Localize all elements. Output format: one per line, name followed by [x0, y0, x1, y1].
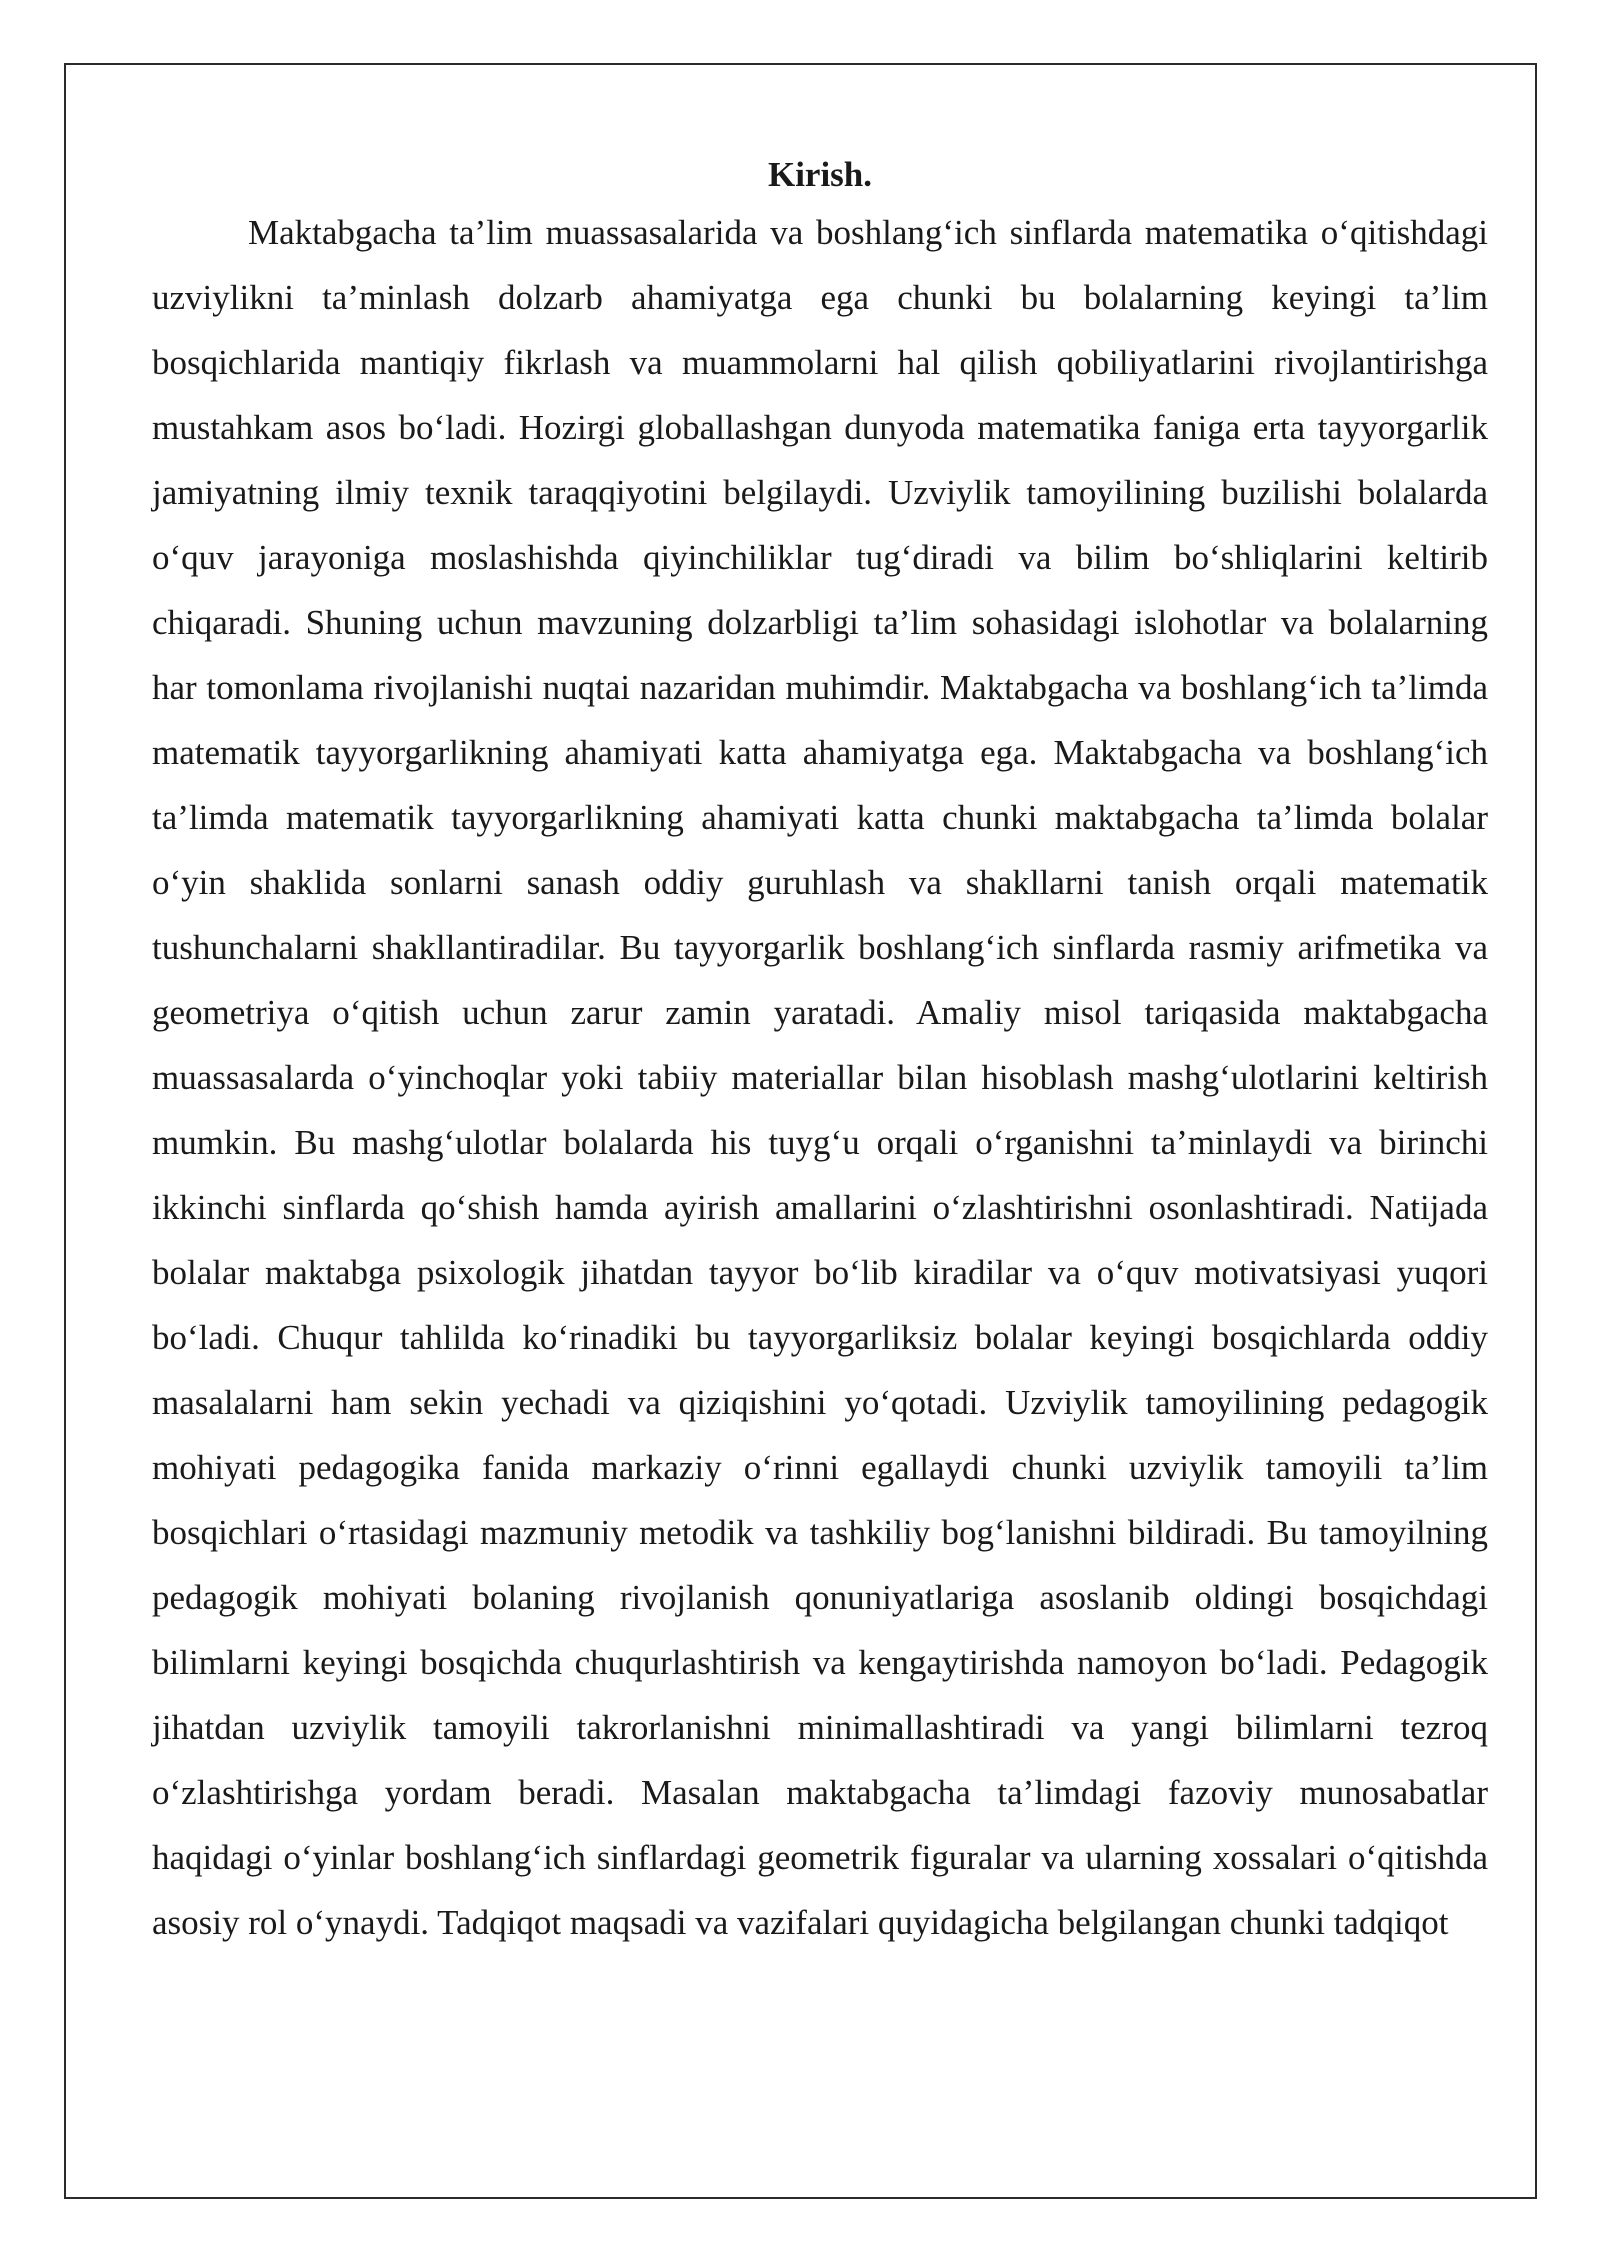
- document-body: [152, 150, 1488, 1955]
- body-paragraph: Maktabgacha ta’lim muassasalarida va boshlang‘ich sinflarda matematika o‘qitishdagi uzviylikni ta’minlash dolzarb ahamiyatga ega chunki bu bolalarning keyingi ta’lim bosqichlarida mantiqiy fikrlash va muammolarni hal qilish qobiliyatlarini rivojlantirishga mustahkam asos bo‘ladi. Hozirgi globallashgan dunyoda matematika faniga erta tayyorgarlik jamiyatning ilmiy texnik taraqqiyotini belgilaydi. Uzviylik tamoyilining buzilishi bolalarda o‘quv jarayoniga moslashishda qiyinchiliklar tug‘diradi va bilim bo‘shliqlarini keltirib chiqaradi. Shuning uchun mavzuning dolzarbligi ta’lim sohasidagi islohotlar va bolalarning har tomonlama rivojlanishi nuqtai nazaridan muhimdir. Maktabgacha va boshlang‘ich ta’limda matematik tayyorgarlikning ahamiyati katta ahamiyatga ega. Maktabgacha va boshlang‘ich ta’limda matematik tayyorgarlikning ahamiyati katta chunki maktabgacha ta’limda bolalar o‘yin shaklida sonlarni sanash oddiy guruhlash va shakllarni tanish orqali matematik tushunchalarni shakllantiradilar. Bu tayyorgarlik boshlang‘ich sinflarda rasmiy arifmetika va geometriya o‘qitish uchun zarur zamin yaratadi. Amaliy misol tariqasida maktabgacha muassasalarda o‘yinchoqlar yoki tabiiy materiallar bilan hisoblash mashg‘ulotlarini keltirish mumkin. Bu mashg‘ulotlar bolalarda his tuyg‘u orqali o‘rganishni ta’minlaydi va birinchi ikkinchi sinflarda qo‘shish hamda ayirish amallarini o‘zlashtirishni osonlashtiradi. Natijada bolalar maktabga psixologik jihatdan tayyor bo‘lib kiradilar va o‘quv motivatsiyasi yuqori bo‘ladi. Chuqur tahlilda ko‘rinadiki bu tayyorgarliksiz bolalar keyingi bosqichlarda oddiy masalalarni ham sekin yechadi va qiziqishini yo‘qotadi. Uzviylik tamoyilining pedagogik mohiyati pedagogika fanida markaziy o‘rinni egallaydi chunki uzviylik tamoyili ta’lim bosqichlari o‘rtasidagi mazmuniy metodik va tashkiliy bog‘lanishni bildiradi. Bu tamoyilning pedagogik mohiyati bolaning rivojlanish qonuniyatlariga asoslanib oldingi bosqichdagi bilimlarni keyingi bosqichda chuqurlashtirish va kengaytirishda namoyon bo‘ladi. Pedagogik jihatdan uzviylik tamoyili takrorlanishni minimallashtiradi va yangi bilimlarni tezroq o‘zlashtirishga yordam beradi. Masalan maktabgacha ta’limdagi fazoviy munosabatlar haqidagi o‘yinlar boshlang‘ich sinflardagi geometrik figuralar va ularning xossalari o‘qitishda asosiy rol o‘ynaydi. Tadqiqot maqsadi va vazifalari quyidagicha belgilangan chunki tadqiqot: [152, 213, 1488, 1942]
- document-heading: Kirish.: [767, 155, 873, 194]
